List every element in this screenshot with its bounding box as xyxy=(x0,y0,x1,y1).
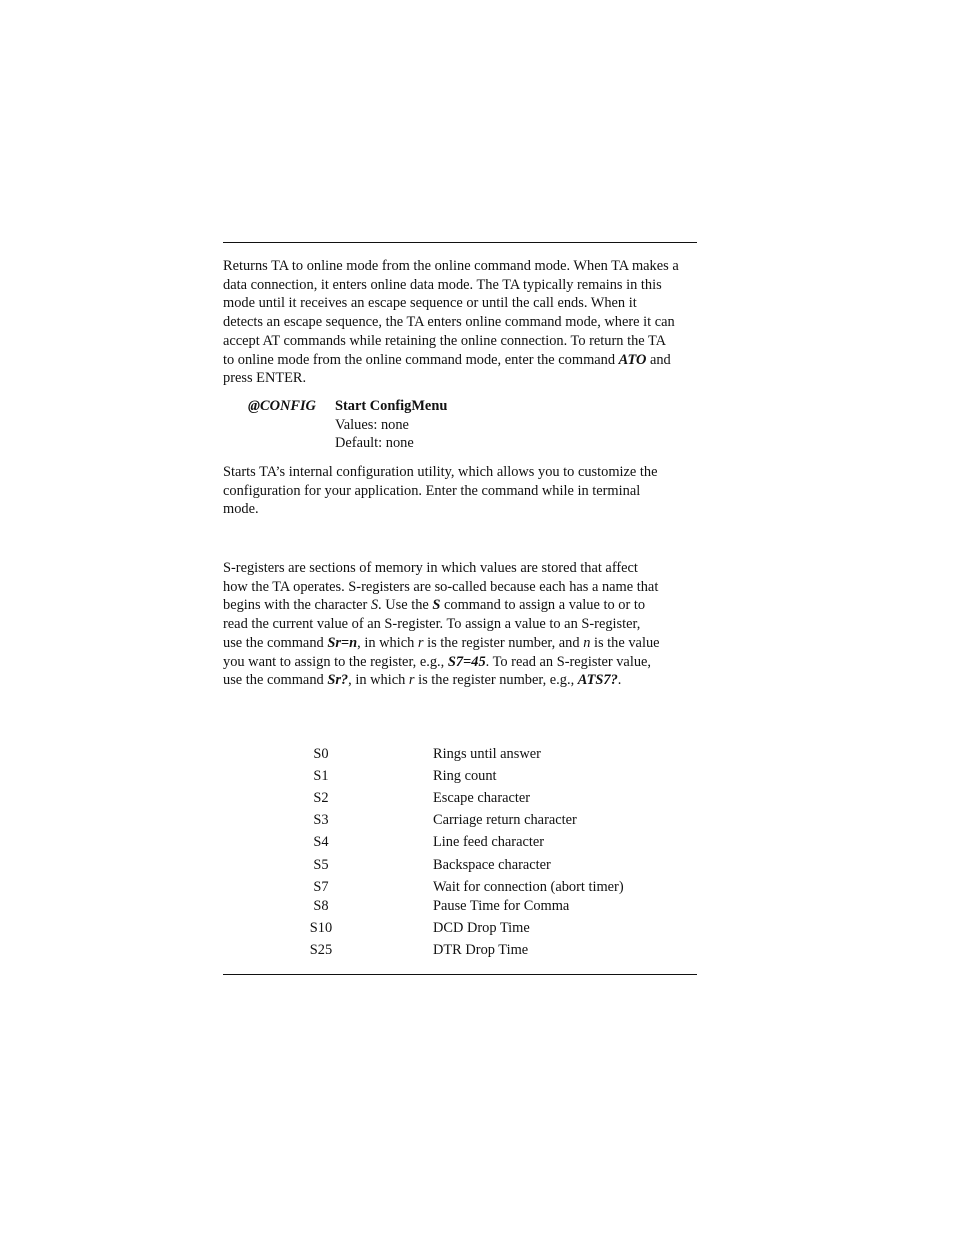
example-command: ATS7? xyxy=(577,672,618,689)
text-line: mode until it receives an escape sequence or until the call ends. When it xyxy=(223,295,637,312)
ato-description xyxy=(223,257,701,388)
register-id: S7 xyxy=(313,879,329,895)
table-row xyxy=(223,790,697,810)
text-line: Returns TA to online mode from the online command mode. When TA makes a xyxy=(223,258,679,274)
register-id: S10 xyxy=(309,920,333,936)
command-values: Values: none xyxy=(335,416,409,433)
example-command: S7=45 xyxy=(447,653,486,670)
ato-command: ATO xyxy=(618,351,647,368)
text-fragment: use the command xyxy=(223,672,328,689)
table-row xyxy=(223,879,697,899)
text-line xyxy=(223,596,701,615)
text-fragment: use the command xyxy=(223,634,328,651)
table-row xyxy=(223,898,697,918)
text-line xyxy=(223,653,701,672)
top-rule xyxy=(223,242,697,243)
register-description: Carriage return character xyxy=(433,812,577,828)
text-fragment: , in which xyxy=(348,672,409,689)
register-id: S8 xyxy=(313,898,329,914)
text-line: Starts TA’s internal configuration utility, which allows you to customize the xyxy=(223,464,658,480)
text-fragment: . Use the xyxy=(378,597,433,614)
set-register-command: Sr=n xyxy=(327,634,358,651)
register-description: DTR Drop Time xyxy=(433,942,529,958)
text-fragment: you want to assign to the register, e.g., xyxy=(223,653,448,670)
text-fragment: begins with the character xyxy=(223,597,371,614)
text-line: mode. xyxy=(223,501,259,518)
text-fragment: is the register number, e.g., xyxy=(414,672,578,689)
register-id: S1 xyxy=(313,768,329,784)
text-fragment: r xyxy=(408,672,415,689)
register-description: Ring count xyxy=(433,768,497,784)
text-fragment: , in which xyxy=(357,634,418,651)
text-fragment: and xyxy=(646,351,671,368)
register-description: Line feed character xyxy=(433,834,545,850)
text-fragment: to online mode from the online command mode, enter the command xyxy=(223,351,619,368)
register-id: S2 xyxy=(313,790,329,806)
text-line xyxy=(223,351,701,370)
text-line xyxy=(223,671,701,690)
register-description: DCD Drop Time xyxy=(433,920,530,936)
text-line: S-registers are sections of memory in which values are stored that affect xyxy=(223,560,638,576)
command-name: @CONFIG xyxy=(248,398,316,414)
register-id: S5 xyxy=(313,857,329,873)
s-command: S xyxy=(432,597,441,614)
read-register-command: Sr? xyxy=(327,672,349,689)
text-line: read the current value of an S-register. To assign a value to an S-register, xyxy=(223,616,641,633)
register-description: Rings until answer xyxy=(433,746,541,762)
text-fragment: n xyxy=(583,634,591,651)
table-row xyxy=(223,942,697,962)
command-default: Default: none xyxy=(335,435,414,452)
text-line: data connection, it enters online data mode. The TA typically remains in this xyxy=(223,276,662,293)
register-description: Wait for connection (abort timer) xyxy=(433,879,624,895)
text-fragment: is the register number, and xyxy=(423,634,584,651)
command-info xyxy=(335,397,447,453)
text-line: press ENTER. xyxy=(223,370,307,387)
register-description: Escape character xyxy=(433,790,531,806)
sregisters-intro xyxy=(223,559,701,690)
table-row xyxy=(223,920,697,940)
register-description: Backspace character xyxy=(433,857,551,873)
text-line: detects an escape sequence, the TA enters online command mode, where it can xyxy=(223,314,675,331)
text-fragment: is the value xyxy=(590,634,660,651)
text-line: accept AT commands while retaining the online connection. To return the TA xyxy=(223,332,667,349)
command-title: Start ConfigMenu xyxy=(335,398,448,414)
register-id: S4 xyxy=(313,834,329,850)
text-line: how the TA operates. S-registers are so-called because each has a name that xyxy=(223,578,659,595)
text-line xyxy=(223,634,701,653)
config-description xyxy=(223,463,701,519)
table-row xyxy=(223,746,697,766)
text-fragment: r xyxy=(417,634,424,651)
table-row xyxy=(223,857,697,877)
register-id: S25 xyxy=(309,942,333,958)
text-fragment: . xyxy=(617,672,622,689)
text-fragment: command to assign a value to or to xyxy=(440,597,646,614)
text-fragment: S xyxy=(370,597,379,614)
register-id: S0 xyxy=(313,746,329,762)
table-row xyxy=(223,768,697,788)
bottom-rule xyxy=(223,974,697,975)
register-id: S3 xyxy=(313,812,329,828)
table-row xyxy=(223,834,697,854)
table-row xyxy=(223,812,697,832)
register-description: Pause Time for Comma xyxy=(433,898,570,914)
text-fragment: . To read an S-register value, xyxy=(485,653,651,670)
text-line: configuration for your application. Enter the command while in terminal xyxy=(223,482,641,499)
